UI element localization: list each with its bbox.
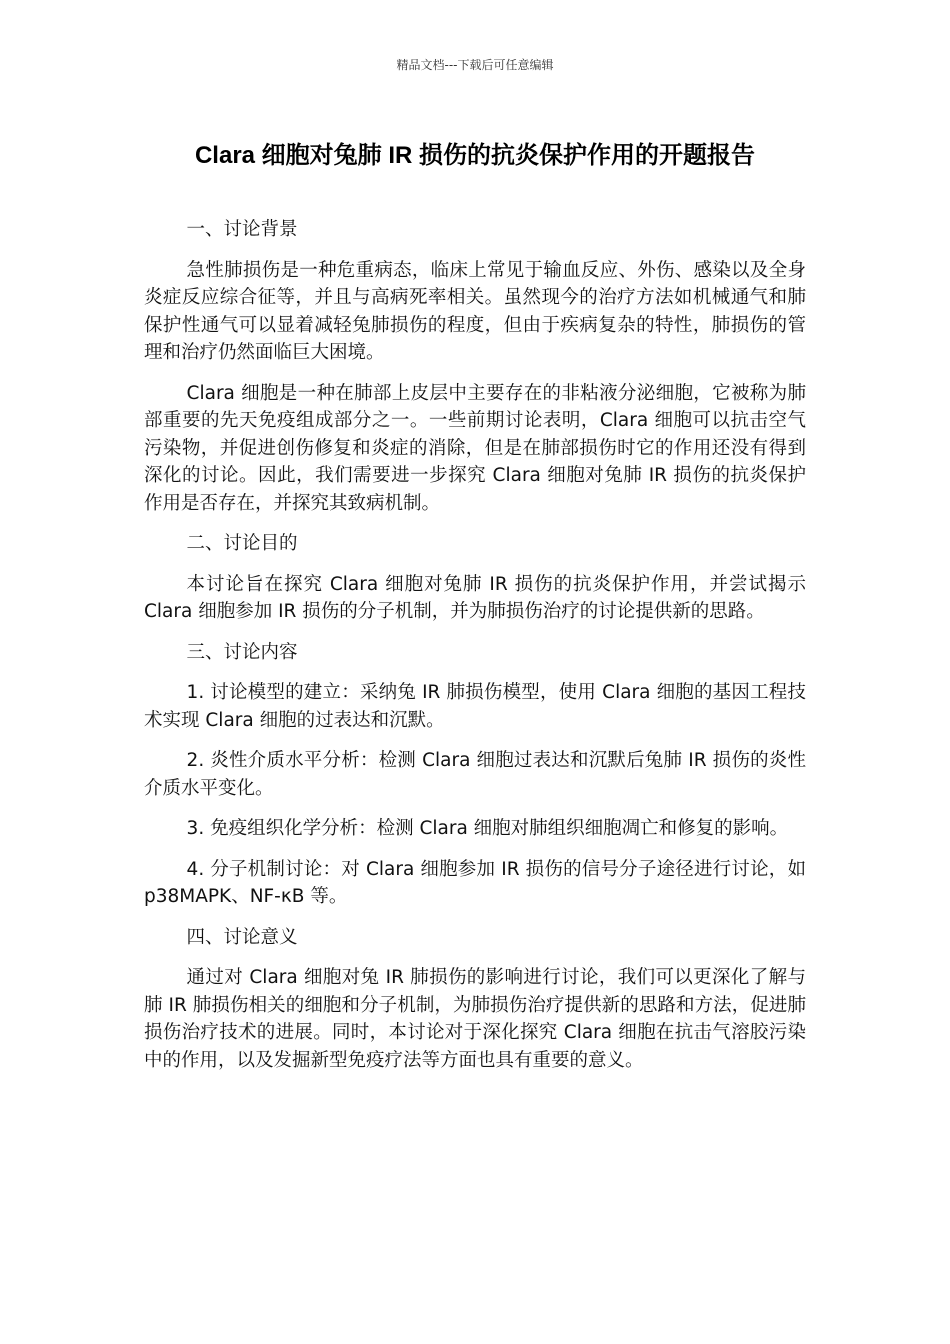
header-note: 精品文档---下载后可任意编辑 bbox=[396, 58, 554, 72]
paragraph-purpose-1: 本讨论旨在探究 Clara 细胞对兔肺 IR 损伤的抗炎保护作用，并尝试揭示 Clara 细胞参加 IR 损伤的分子机制，并为肺损伤治疗的讨论提供新的思路。 bbox=[144, 573, 806, 622]
content-item-4: 4. 分子机制讨论：对 Clara 细胞参加 IR 损伤的信号分子途径进行讨论，如 p38MAPK、NF-κB 等。 bbox=[144, 858, 806, 907]
section-heading-content: 三、讨论内容 bbox=[186, 641, 298, 663]
paragraph-background-1: 急性肺损伤是一种危重病态，临床上常见于输血反应、外伤、感染以及全身炎症反应综合征等，并且与高病死率相关。虽然现今的治疗方法如机械通气和肺保护性通气可以显着减轻兔肺损伤的程度，但由于疾病复杂的特性，肺损伤的管理和治疗仍然面临巨大困境。 bbox=[144, 259, 806, 363]
content-item-2: 2. 炎性介质水平分析：检测 Clara 细胞过表达和沉默后兔肺 IR 损伤的炎性介质水平变化。 bbox=[144, 750, 806, 799]
paragraph-background-2: Clara 细胞是一种在肺部上皮层中主要存在的非粘液分泌细胞，它被称为肺部重要的先天免疫组成部分之一。一些前期讨论表明，Clara 细胞可以抗击空气污染物，并促进创伤修复和炎症的消除，但是在肺部损伤时它的作用还没有得到深化的讨论。因此，我们需要进一步探究 Clara 细胞对兔肺 IR 损伤的抗炎保护作用是否存在，并探究其致病机制。 bbox=[144, 382, 806, 514]
paragraph-significance-1: 通过对 Clara 细胞对兔 IR 肺损伤的影响进行讨论，我们可以更深化了解与肺 IR 肺损伤相关的细胞和分子机制，为肺损伤治疗提供新的思路和方法，促进肺损伤治疗技术的进展。同时，本讨论对于深化探究 Clara 细胞在抗击气溶胶污染中的作用，以及发掘新型免疫疗法等方面也具有重要的意义。 bbox=[144, 967, 806, 1071]
section-heading-purpose: 二、讨论目的 bbox=[186, 533, 298, 554]
section-heading-significance: 四、讨论意义 bbox=[186, 926, 298, 948]
content-item-3: 3. 免疫组织化学分析：检测 Clara 细胞对肺组织细胞凋亡和修复的影响。 bbox=[186, 818, 789, 839]
document-body bbox=[144, 216, 806, 1087]
section-heading-background: 一、讨论背景 bbox=[186, 219, 298, 240]
document-title: Clara 细胞对兔肺 IR 损伤的抗炎保护作用的开题报告 bbox=[194, 142, 756, 169]
content-item-1: 1. 讨论模型的建立：采纳兔 IR 肺损伤模型，使用 Clara 细胞的基因工程技术实现 Clara 细胞的过表达和沉默。 bbox=[144, 682, 806, 731]
